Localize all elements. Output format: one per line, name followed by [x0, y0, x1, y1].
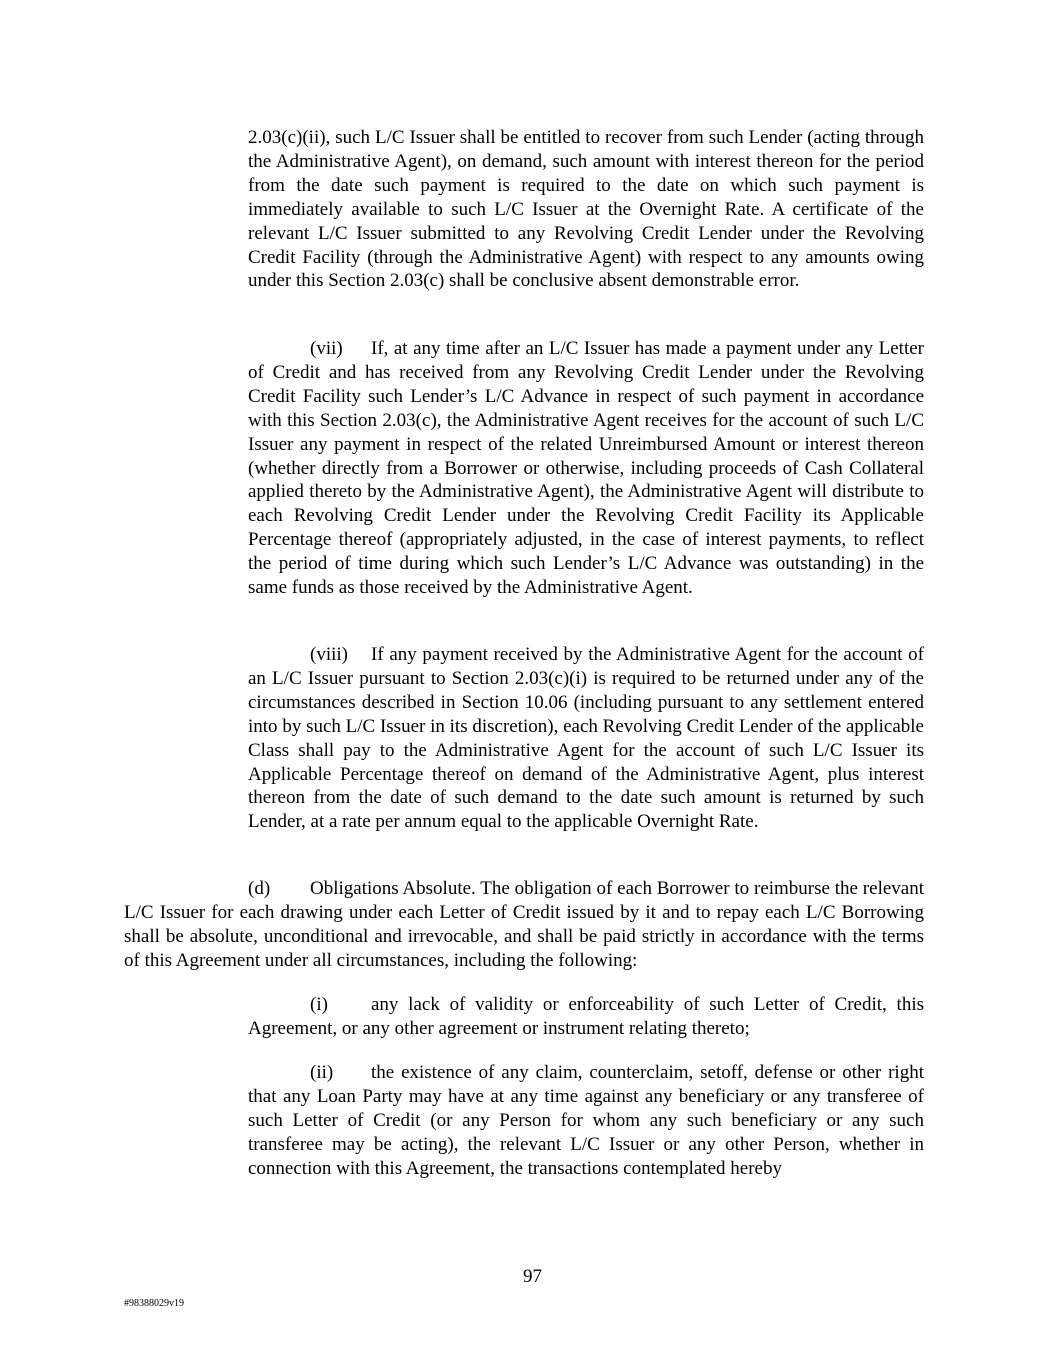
- paragraph-text: 2.03(c)(ii), such L/C Issuer shall be entitled to recover from such Lender (acting through the Administrative Agent), on demand, such amount with interest thereon for the period from the date such payment is required to the date on which such payment is immediately available to such L/C Issuer at the Overnight Rate. A certificate of the relevant L/C Issuer submitted to any Revolving Credit Lender under the Revolving Credit Facility (through the Administrative Agent) with respect to any amounts owing under this Section 2.03(c) shall be conclusive absent demonstrable error.: [248, 127, 924, 292]
- page-number: 97: [523, 1266, 542, 1287]
- paragraph-d-obligations-absolute: [124, 877, 924, 973]
- paragraph-label: (vii): [310, 338, 343, 359]
- paragraph-c-ii-continuation: [248, 126, 924, 293]
- document-id: #98388029v19: [124, 1298, 184, 1309]
- paragraph-c-vii: [248, 337, 924, 600]
- paragraph-text: If any payment received by the Administrative Agent for the account of an L/C Issuer pursuant to Section 2.03(c)(i) is required to be returned under any of the circumstances described in Section 10.06 (including pursuant to any settlement entered into by such L/C Issuer in its discretion), each Revolving Credit Lender of the applicable Class shall pay to the Administrative Agent for the account of such L/C Issuer its Applicable Percentage thereof on demand of the Administrative Agent, plus interest thereon from the date of such demand to the date such amount is returned by such Lender, at a rate per annum equal to the applicable Overnight Rate.: [248, 644, 924, 833]
- paragraph-c-viii: [248, 643, 924, 834]
- paragraph-label: (i): [310, 994, 328, 1015]
- paragraph-label: (d): [248, 878, 271, 899]
- paragraph-label: (ii): [310, 1062, 334, 1083]
- paragraph-heading: Obligations Absolute.: [310, 878, 476, 899]
- paragraph-d-ii: [248, 1061, 924, 1181]
- paragraph-text: any lack of validity or enforceability of such Letter of Credit, this Agreement, or any other agreement or instrument relating thereto;: [248, 994, 924, 1039]
- paragraph-text: The obligation of each Borrower to reimburse the relevant L/C Issuer for each drawing under each Letter of Credit issued by it and to repay each L/C Borrowing shall be absolute, unconditional and irrevocable, and shall be paid strictly in accordance with the terms of this Agreement under all circumstances, including the following:: [124, 878, 924, 971]
- paragraph-text: If, at any time after an L/C Issuer has made a payment under any Letter of Credit and has received from any Revolving Credit Lender under the Revolving Credit Facility such Lender’s L/C Advance in respect of such payment in accordance with this Section 2.03(c), the Administrative Agent receives for the account of such L/C Issuer any payment in respect of the related Unreimbursed Amount or interest thereon (whether directly from a Borrower or otherwise, including proceeds of Cash Collateral applied thereto by the Administrative Agent), the Administrative Agent will distribute to each Revolving Credit Lender under the Revolving Credit Facility its Applicable Percentage thereof (appropriately adjusted, in the case of interest payments, to reflect the period of time during which such Lender’s L/C Advance was outstanding) in the same funds as those received by the Administrative Agent.: [248, 338, 924, 599]
- paragraph-d-i: [248, 993, 924, 1041]
- paragraph-label: (viii): [310, 644, 348, 665]
- paragraph-text: the existence of any claim, counterclaim, setoff, defense or other right that any Loan Party may have at any time against any beneficiary or any transferee of such Letter of Credit (or any Person for whom any such beneficiary or any such transferee may be acting), the relevant L/C Issuer or any other Person, whether in connection with this Agreement, the transactions contemplated hereby: [248, 1062, 924, 1179]
